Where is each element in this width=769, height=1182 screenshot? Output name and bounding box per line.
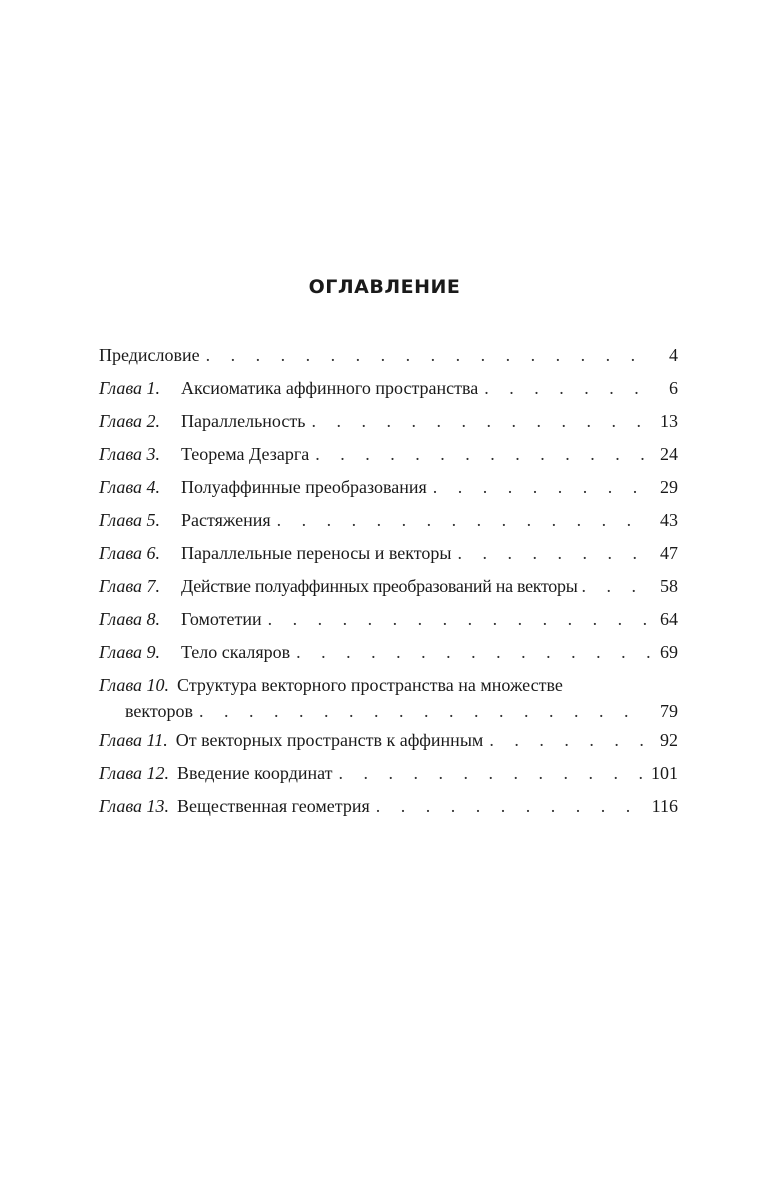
table-of-contents [99,342,678,826]
toc-entry-chapter-9 [99,639,678,672]
page-number: 24 [660,444,678,464]
dot-leader [296,639,650,665]
dot-leader [199,698,650,724]
dot-leader [458,540,650,566]
entry-title: Структура векторного пространства на множестве [177,675,563,695]
chapter-label: Глава 1. [99,378,161,398]
entry-title: Полуаффинные преобразования [181,477,427,497]
dot-leader [315,441,650,467]
dot-leader [268,606,650,632]
toc-entry-chapter-1 [99,375,678,408]
entry-title: Растяжения [181,510,271,530]
toc-entry-chapter-7 [99,573,678,606]
chapter-label: Глава 4. [99,477,161,497]
page-number: 13 [660,411,678,431]
entry-title: Действие полуаффинных преобразований на векторы [181,576,578,596]
page-number: 92 [660,730,678,750]
entry-title: Аксиоматика аффинного пространства [181,378,479,398]
entry-title: Параллельные переносы и векторы [181,543,452,563]
toc-heading: ОГЛАВЛЕНИЕ [308,276,461,298]
chapter-label: Глава 10. [99,675,170,695]
entry-title: Предисловие [99,345,200,365]
dot-leader [311,408,650,434]
page-number: 47 [660,543,678,563]
chapter-label: Глава 9. [99,642,161,662]
toc-entry-chapter-4 [99,474,678,507]
dot-leader [582,573,653,599]
dot-leader [339,760,645,786]
page-number: 4 [669,345,678,365]
dot-leader [489,727,650,753]
entry-title: Вещественная геометрия [177,796,370,816]
entry-title: Теорема Дезарга [181,444,310,464]
toc-entry-chapter-3 [99,441,678,474]
page-number: 69 [660,642,678,662]
toc-entry-chapter-12 [99,760,678,793]
chapter-label: Глава 12. [99,763,170,783]
chapter-label: Глава 11. [99,730,168,750]
toc-entry-preface [99,342,678,375]
dot-leader [433,474,650,500]
toc-entry-chapter-8 [99,606,678,639]
chapter-label: Глава 2. [99,411,161,431]
entry-title: Введение координат [177,763,333,783]
chapter-label: Глава 13. [99,796,170,816]
dot-leader [376,793,646,819]
entry-title-continuation: векторов [125,701,194,721]
toc-entry-chapter-2 [99,408,678,441]
toc-entry-chapter-10 [99,672,678,727]
entry-title: От векторных пространств к аффинным [175,730,484,750]
page-number: 116 [651,796,678,816]
chapter-label: Глава 3. [99,444,161,464]
entry-title: Гомотетии [181,609,262,629]
toc-entry-chapter-13 [99,793,678,826]
chapter-label: Глава 8. [99,609,161,629]
chapter-label: Глава 7. [99,576,161,596]
page-number: 79 [660,701,678,721]
chapter-label: Глава 6. [99,543,161,563]
page-number: 29 [660,477,678,497]
page-number: 43 [660,510,678,530]
dot-leader [277,507,650,533]
page-number: 6 [669,378,678,398]
entry-title: Параллельность [181,411,306,431]
toc-entry-chapter-6 [99,540,678,573]
chapter-label: Глава 5. [99,510,161,530]
entry-title: Тело скаляров [181,642,291,662]
dot-leader [484,375,650,401]
dot-leader [206,342,650,368]
page-number: 64 [660,609,678,629]
page-number: 58 [660,576,678,596]
page-number: 101 [651,763,678,783]
toc-entry-chapter-5 [99,507,678,540]
toc-entry-chapter-11 [99,727,678,760]
